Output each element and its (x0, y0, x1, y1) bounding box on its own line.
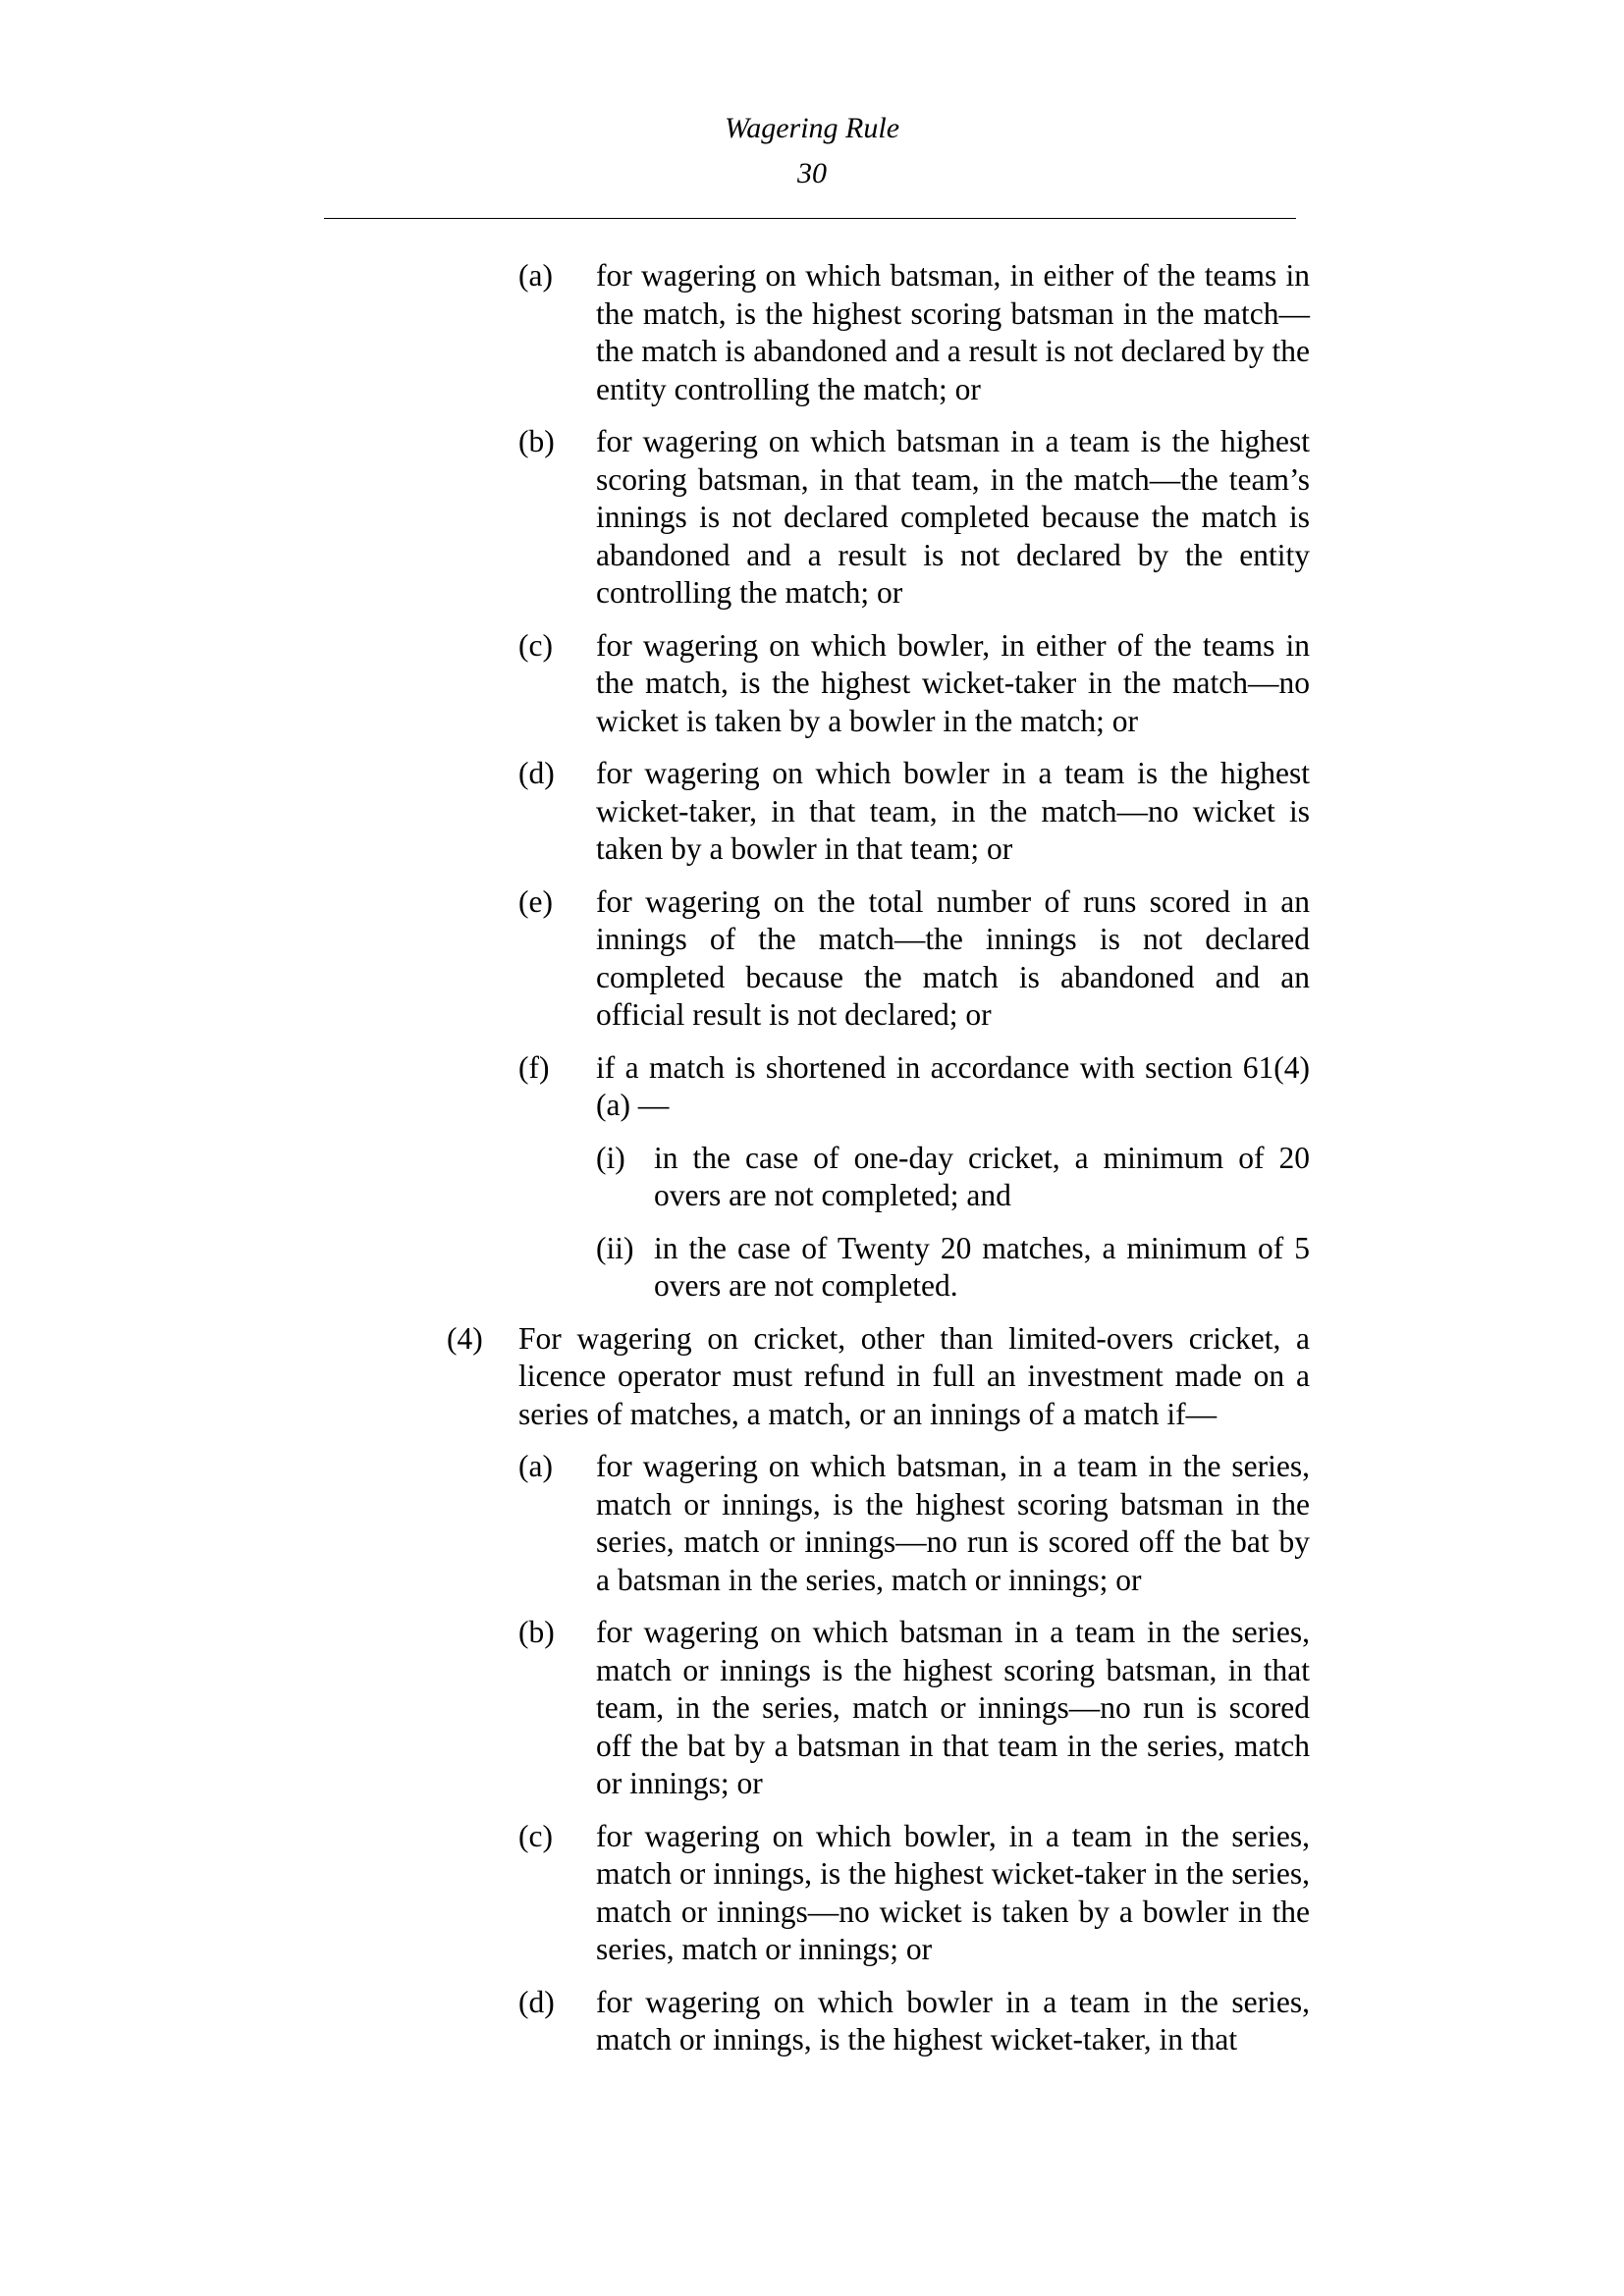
item-label: (a) (518, 258, 553, 293)
paragraph (0, 1818, 1624, 1969)
item-text: for wagering on which batsman in a team is the highest scoring batsman, in that team, in the match—the team’s innings is not declared completed because the match is abandoned and a result is not declared by the entity controlling the match; or (596, 424, 1310, 610)
item-text: if a match is shortened in accordance with section 61(4)(a) — (596, 1049, 1310, 1122)
page-number: 30 (797, 157, 827, 189)
paragraph (0, 1448, 1624, 1599)
paragraph (0, 755, 1624, 869)
paragraph (0, 1049, 1624, 1125)
subsection (0, 1320, 1624, 1434)
subparagraph (0, 1230, 1624, 1306)
item-text: for wagering on which batsman, in either of the teams in the match, is the highest scoring batsman in the match—the match is abandoned and a result is not declared by the entity controlling the match; or (596, 258, 1310, 406)
item-text: for wagering on which batsman, in a team in the series, match or innings, is the highest scoring batsman in the series, match or innings—no run is scored off the bat by a batsman in the series, match or innings; or (596, 1449, 1310, 1597)
item-text: for wagering on which bowler, in either of the teams in the match, is the highest wicket-taker in the match—no wicket is taken by a bowler in the match; or (596, 627, 1310, 738)
item-label: (f) (518, 1049, 550, 1085)
item-label: (d) (518, 1984, 555, 2019)
item-text: in the case of Twenty 20 matches, a minimum of 5 overs are not completed. (654, 1230, 1310, 1303)
item-label: (c) (518, 627, 553, 663)
document-body (0, 257, 1624, 2074)
page-header (0, 106, 1624, 196)
item-label: (ii) (596, 1230, 634, 1265)
paragraph (0, 883, 1624, 1035)
paragraph (0, 1614, 1624, 1803)
item-label: (e) (518, 883, 553, 919)
header-divider (324, 218, 1296, 219)
item-label: (c) (518, 1818, 553, 1853)
paragraph (0, 627, 1624, 741)
item-text: for wagering on the total number of runs scored in an innings of the match—the innings is not declared completed because the match is abandoned and an official result is not declared; or (596, 883, 1310, 1032)
item-label: (i) (596, 1140, 625, 1175)
subparagraph (0, 1140, 1624, 1215)
item-label: (b) (518, 424, 555, 458)
item-text: in the case of one-day cricket, a minimum of 20 overs are not completed; and (654, 1140, 1310, 1212)
paragraph (0, 1984, 1624, 2059)
item-label: (b) (518, 1615, 555, 1649)
item-text: for wagering on which batsman in a team in the series, match or innings is the highest scoring batsman, in that team, in the series, match or innings—no run is scored off the bat by a batsman in that team in the series, match or innings; or (596, 1615, 1310, 1800)
item-text: for wagering on which bowler in a team in the series, match or innings, is the highest wicket-taker, in that (596, 1984, 1310, 2056)
paragraph (0, 257, 1624, 408)
item-label: (d) (518, 756, 555, 790)
item-text: for wagering on which bowler in a team is the highest wicket-taker, in that team, in the match—no wicket is taken by a bowler in that team; or (596, 756, 1310, 866)
document-title: Wagering Rule (724, 112, 900, 144)
item-label: (a) (518, 1449, 553, 1483)
paragraph (0, 423, 1624, 613)
item-label: (4) (447, 1320, 483, 1356)
item-text: for wagering on which bowler, in a team in the series, match or innings, is the highest wicket-taker in the series, match or innings—no wicket is taken by a bowler in the series, match or innings; or (596, 1818, 1310, 1966)
item-text: For wagering on cricket, other than limited-overs cricket, a licence operator must refund in full an investment made on a series of matches, a match, or an innings of a match if— (518, 1320, 1310, 1431)
